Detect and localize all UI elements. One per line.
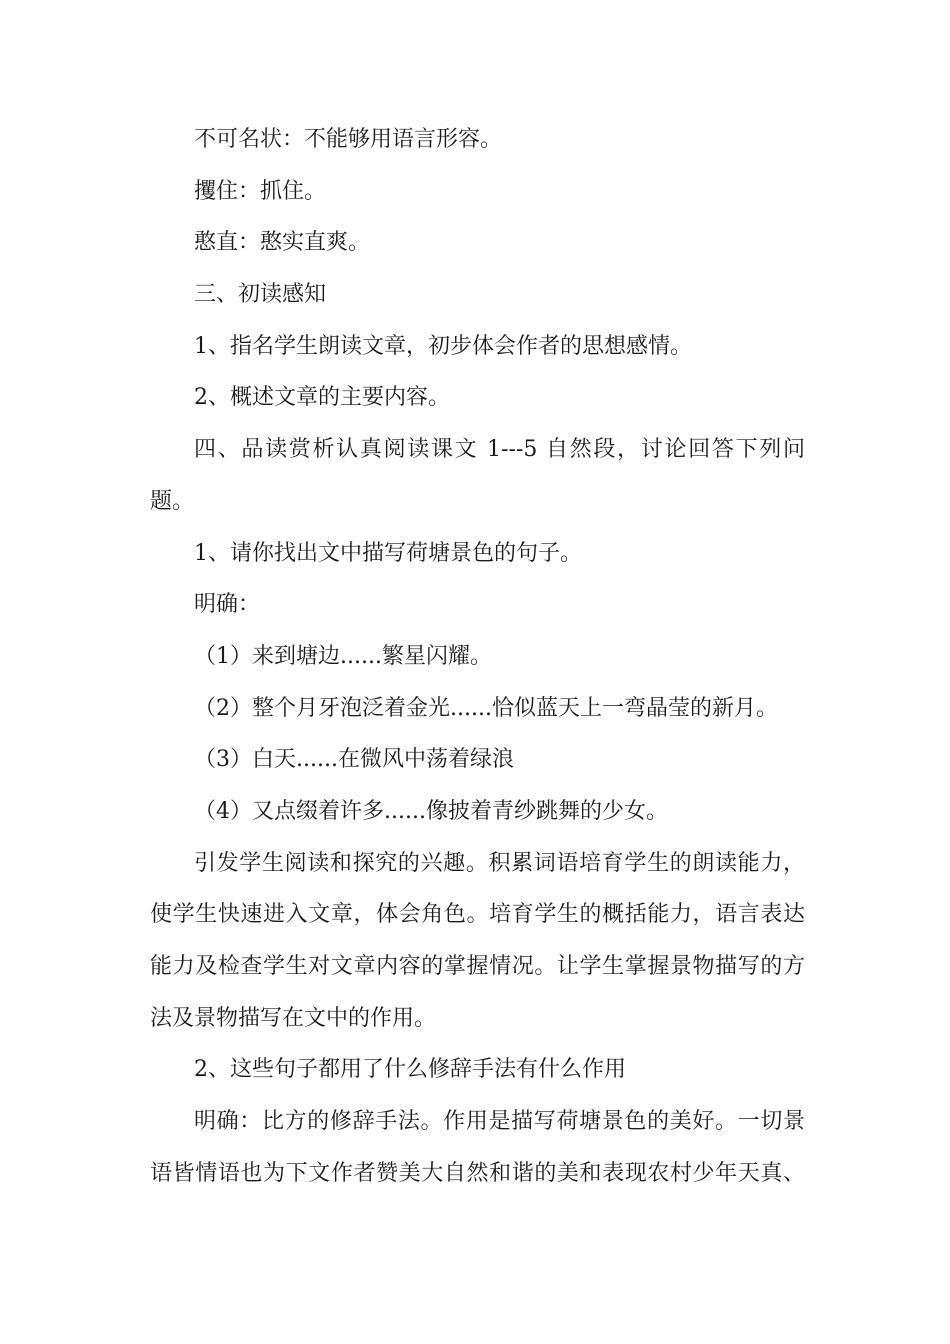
list-item: （2）整个月牙泡泛着金光......恰似蓝天上一弯晶莹的新月。 [194, 695, 778, 721]
paragraph-line: 语皆情语也为下文作者赞美大自然和谐的美和表现农村少年天真、 [150, 1160, 805, 1186]
list-item: （4）又点缀着许多......像披着青纱跳舞的少女。 [194, 798, 668, 824]
list-item: （1）来到塘边......繁星闪耀。 [194, 643, 492, 669]
paragraph-line: 2、这些句子都用了什么修辞手法有什么作用 [194, 1057, 626, 1083]
paragraph-line: 明确：比方的修辞手法。作用是描写荷塘景色的美好。一切景 [194, 1109, 805, 1135]
paragraph-line: 2、概述文章的主要内容。 [194, 385, 450, 411]
paragraph-line: 题。 [150, 488, 195, 514]
paragraph-line: 明确： [194, 592, 261, 618]
paragraph-line: 攫住：抓住。 [194, 178, 327, 204]
paragraph-line: 能力及检查学生对文章内容的掌握情况。让学生掌握景物描写的方 [150, 954, 805, 979]
paragraph-line: 法及景物描写在文中的作用。 [150, 1005, 437, 1031]
paragraph-line: 1、指名学生朗读文章，初步体会作者的思想感情。 [194, 333, 692, 359]
list-item: （3）白天......在微风中荡着绿浪 [194, 747, 514, 773]
paragraph-line: 1、请你找出文中描写荷塘景色的句子。 [194, 540, 582, 566]
document-body [150, 114, 805, 1199]
paragraph-line: 不可名状：不能够用语言形容。 [194, 127, 503, 152]
section-heading: 三、初读感知 [194, 282, 327, 308]
paragraph-line: 引发学生阅读和探究的兴趣。积累词语培育学生的朗读能力， [194, 850, 805, 876]
section-heading: 四、品读赏析认真阅读课文 1---5 自然段，讨论回答下列问 [194, 437, 805, 463]
paragraph-line: 使学生快速进入文章，体会角色。培育学生的概括能力，语言表达 [150, 902, 805, 928]
paragraph-line: 憨直：憨实直爽。 [194, 230, 371, 256]
